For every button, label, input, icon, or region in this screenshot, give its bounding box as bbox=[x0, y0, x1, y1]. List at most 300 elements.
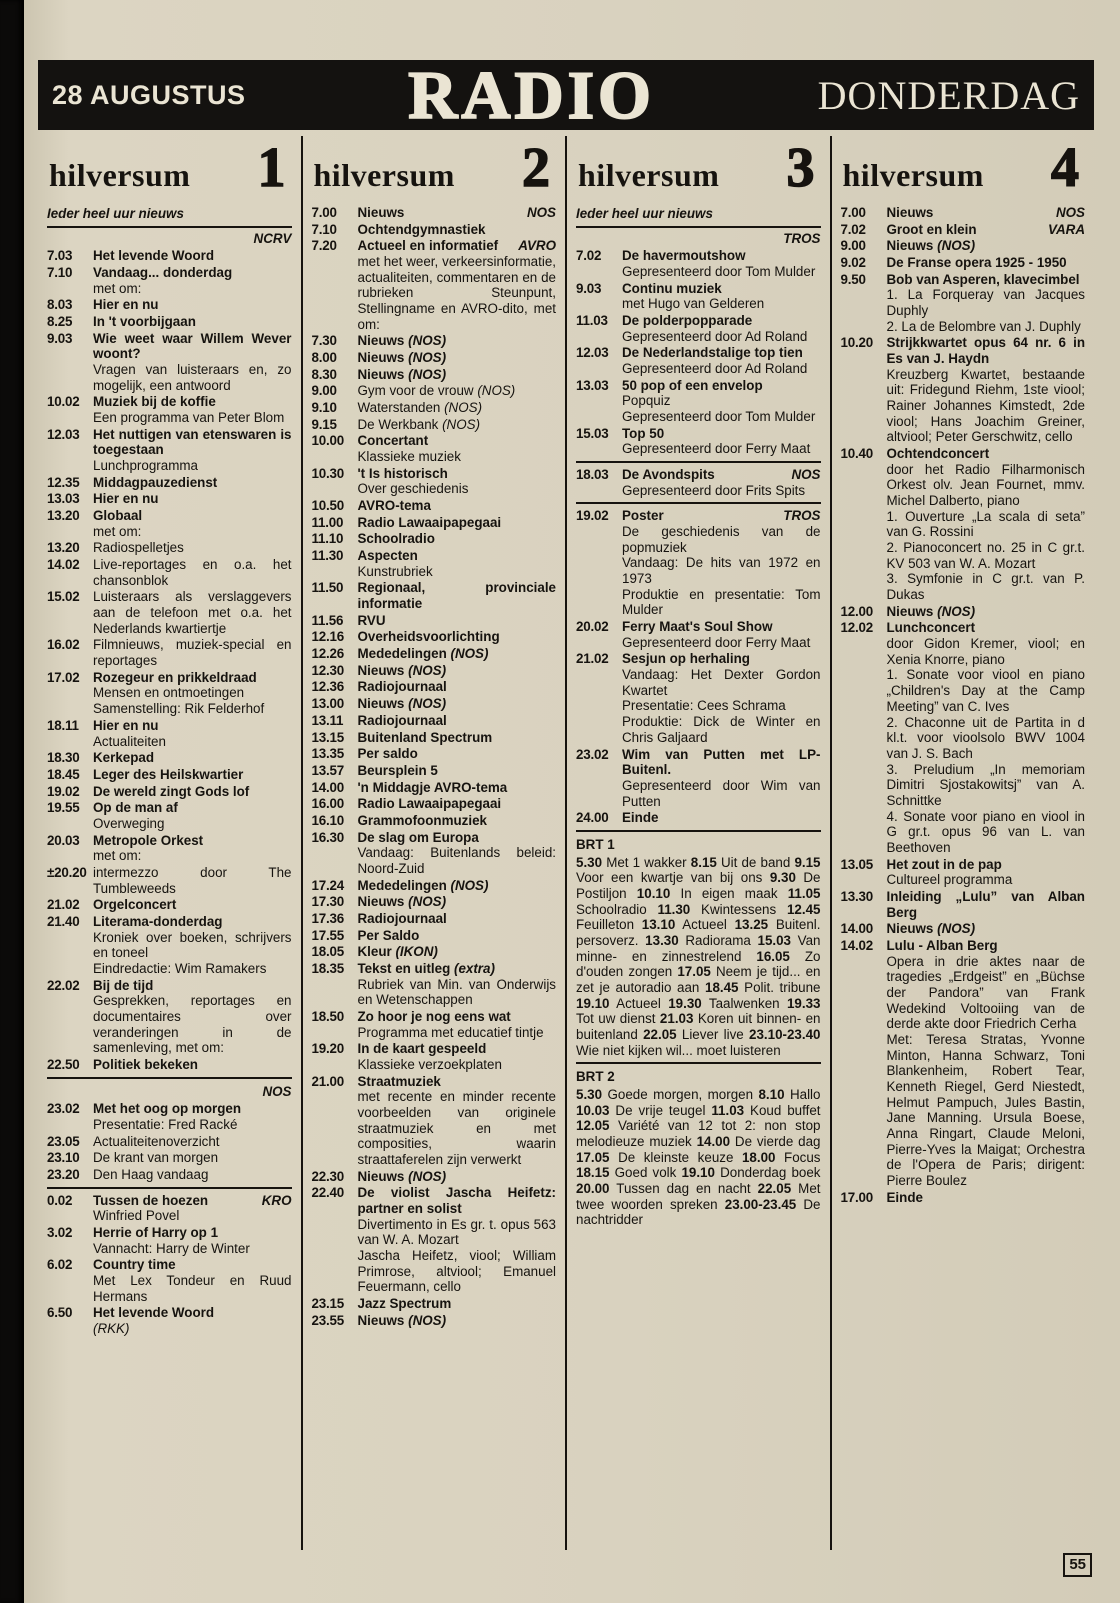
program-title: Nieuws (NOS) bbox=[357, 333, 447, 349]
program-title: Ochtendconcert bbox=[886, 446, 990, 462]
program-time: 23.05 bbox=[47, 1133, 80, 1149]
program-description: Met Lex Tondeur en Ruud Hermans bbox=[93, 1273, 292, 1304]
program-description: Actualiteiten bbox=[93, 733, 166, 749]
program-entry bbox=[312, 944, 557, 960]
program-time: 10.30 bbox=[311, 465, 345, 481]
program-entry bbox=[312, 1041, 557, 1072]
program-description: 1. Ouverture „La scala di seta” van G. Rossini bbox=[886, 508, 1085, 540]
program-body bbox=[93, 248, 292, 264]
program-title: Overheidsvoorlichting bbox=[357, 629, 500, 645]
program-time: 7.03 bbox=[47, 248, 73, 264]
program-time: 13.15 bbox=[311, 729, 345, 745]
program-time: 23.15 bbox=[311, 1296, 345, 1312]
program-entry bbox=[312, 238, 557, 332]
program-title: Rozegeur en prikkeldraad bbox=[93, 669, 257, 685]
program-description: 3. Preludium „In memoriam Dimitri Sjostakowitsj” van A. Schnittke bbox=[886, 761, 1085, 808]
program-body bbox=[358, 205, 557, 221]
broadcaster-tag: NOS bbox=[526, 205, 556, 220]
program-title: 50 pop of een envelop bbox=[622, 377, 763, 393]
program-entry bbox=[47, 1101, 292, 1132]
program-time: 11.00 bbox=[311, 514, 344, 530]
program-entry bbox=[47, 1150, 292, 1166]
program-description: met om: bbox=[93, 523, 142, 539]
program-body bbox=[358, 433, 557, 464]
program-title: Aspecten bbox=[357, 548, 418, 564]
broadcaster-tag: AVRO bbox=[518, 238, 556, 254]
program-entry bbox=[47, 508, 292, 539]
program-entry bbox=[312, 746, 557, 762]
program-entry bbox=[576, 248, 821, 279]
program-list bbox=[47, 204, 292, 1337]
masthead bbox=[38, 57, 1094, 133]
program-body bbox=[622, 508, 821, 618]
program-body bbox=[358, 961, 557, 1008]
program-entry bbox=[576, 426, 821, 457]
station-column-2 bbox=[301, 136, 566, 1550]
program-title: Bob van Asperen, klavecimbel bbox=[886, 271, 1080, 287]
program-entry bbox=[312, 417, 557, 433]
program-time: 6.50 bbox=[47, 1305, 73, 1321]
program-description: Klassieke verzoekplaten bbox=[357, 1056, 502, 1072]
program-time: 14.00 bbox=[311, 779, 345, 795]
program-body bbox=[887, 857, 1086, 888]
section-heading: BRT 2 bbox=[576, 1069, 615, 1085]
program-time: 7.00 bbox=[840, 205, 866, 220]
program-entry bbox=[47, 265, 292, 296]
program-time: 11.50 bbox=[311, 580, 344, 596]
program-body bbox=[93, 1257, 292, 1304]
program-entry bbox=[576, 345, 821, 376]
program-title: Beursplein 5 bbox=[357, 762, 438, 778]
program-time: 8.30 bbox=[311, 366, 337, 382]
program-entry bbox=[312, 830, 557, 877]
program-title: RVU bbox=[357, 612, 386, 628]
program-time: 18.03 bbox=[576, 467, 609, 483]
program-time: 19.55 bbox=[47, 800, 80, 816]
program-entry bbox=[47, 865, 292, 896]
program-body bbox=[887, 205, 1086, 221]
program-title: Schoolradio bbox=[357, 531, 435, 547]
program-entry bbox=[312, 205, 557, 221]
program-body bbox=[358, 222, 557, 238]
program-entry bbox=[841, 255, 1086, 271]
program-body bbox=[93, 314, 292, 330]
broadcaster-tag: NOS bbox=[1055, 205, 1085, 220]
program-time: 18.05 bbox=[311, 944, 345, 960]
program-time: 22.30 bbox=[311, 1168, 345, 1184]
program-time: 18.30 bbox=[47, 750, 80, 766]
program-entry bbox=[47, 767, 292, 783]
program-body bbox=[93, 1305, 292, 1336]
program-time: 21.40 bbox=[47, 913, 80, 929]
program-description: Over geschiedenis bbox=[357, 481, 469, 497]
program-description: Eindredactie: Wim Ramakers bbox=[93, 960, 267, 976]
program-time: 7.10 bbox=[311, 221, 337, 237]
program-description: (RKK) bbox=[93, 1321, 130, 1337]
program-description: met recente en minder recente voorbeelden van originele straatmuziek en met composities, waarin straattaferelen zijn verwerkt bbox=[357, 1089, 556, 1167]
program-description: Popquiz bbox=[622, 393, 671, 409]
station-header bbox=[576, 136, 821, 204]
program-title: Regionaal, provinciale informatie bbox=[357, 580, 556, 612]
program-body bbox=[93, 750, 292, 766]
program-title: Kerkepad bbox=[93, 750, 155, 766]
program-time: 21.00 bbox=[311, 1073, 345, 1089]
program-description: Gepresenteerd door Ad Roland bbox=[622, 328, 808, 344]
hourly-news-note: Ieder heel uur nieuws bbox=[576, 204, 821, 228]
divider-rule bbox=[47, 1187, 292, 1189]
program-entry bbox=[312, 1313, 557, 1329]
program-title: Muziek bij de koffie bbox=[93, 394, 216, 410]
program-entry bbox=[312, 433, 557, 464]
program-time: 19.20 bbox=[311, 1041, 345, 1057]
program-description: Cultureel programma bbox=[886, 872, 1013, 888]
program-description: met het weer, verkeersinformatie, actualiteiten, commentaren en de rubrieken Steunpunt, Stellingname en AVRO-dito, met om: bbox=[357, 254, 556, 332]
program-body bbox=[93, 589, 292, 636]
program-body bbox=[93, 1101, 292, 1132]
program-title: Actualiteitenoverzicht bbox=[93, 1133, 220, 1149]
program-time: 17.36 bbox=[311, 910, 345, 926]
program-time: 11.30 bbox=[311, 548, 344, 564]
program-entry bbox=[47, 540, 292, 556]
program-time: 9.00 bbox=[840, 238, 866, 254]
divider-rule bbox=[576, 461, 821, 463]
program-title: Country time bbox=[93, 1257, 176, 1273]
program-body bbox=[93, 865, 292, 896]
station-number: 2 bbox=[522, 137, 550, 199]
program-body bbox=[93, 1150, 292, 1166]
program-body bbox=[358, 367, 557, 383]
program-time: 17.30 bbox=[311, 894, 345, 910]
program-body bbox=[93, 265, 292, 296]
program-entry bbox=[47, 637, 292, 668]
program-description: 1. Sonate voor viool en piano „Children's Day at the Camp Meeting” van C. Ives bbox=[886, 667, 1085, 714]
program-title: In de kaart gespeeld bbox=[357, 1041, 487, 1057]
station-name: hilversum bbox=[842, 157, 984, 193]
broadcaster-tag: VARA bbox=[1048, 221, 1085, 237]
program-body bbox=[93, 508, 292, 539]
program-entry bbox=[47, 914, 292, 977]
program-body bbox=[93, 800, 292, 831]
broadcaster-tag: NOS bbox=[791, 467, 821, 483]
program-entry bbox=[47, 800, 292, 831]
program-body bbox=[93, 331, 292, 394]
program-entry bbox=[841, 938, 1086, 1189]
program-entry bbox=[312, 928, 557, 944]
program-entry bbox=[312, 730, 557, 746]
program-entry bbox=[47, 833, 292, 864]
program-entry bbox=[47, 670, 292, 717]
program-entry bbox=[47, 557, 292, 588]
program-entry bbox=[47, 1305, 292, 1336]
program-description: Jascha Heifetz, viool; William Primrose, altviool; Emanuel Feuermann, cello bbox=[357, 1248, 556, 1295]
program-time: 7.02 bbox=[576, 248, 602, 264]
program-entry bbox=[47, 1167, 292, 1183]
program-description: Lunchprogramma bbox=[93, 458, 198, 474]
program-list bbox=[312, 205, 557, 1328]
program-time: 13.05 bbox=[840, 856, 874, 872]
program-description: Kreuzberg Kwartet, bestaande uit: Fridegund Riehm, 1ste viool; Rainer Johannes Kimstedt, 2de viool; Hans Joachim Greiner, altviool; Peter Gerschwitz, cello bbox=[886, 366, 1085, 445]
program-title: Einde bbox=[886, 1189, 923, 1205]
program-time: 12.00 bbox=[840, 603, 874, 619]
station-number: 1 bbox=[257, 137, 286, 199]
program-body bbox=[93, 978, 292, 1056]
program-title: Jazz Spectrum bbox=[357, 1296, 452, 1312]
program-title: De slag om Europa bbox=[357, 829, 479, 845]
program-title: Nieuws (NOS) bbox=[357, 894, 447, 910]
program-body bbox=[622, 281, 821, 312]
program-body bbox=[887, 620, 1086, 855]
program-entry bbox=[312, 1009, 557, 1040]
radio-title: RADIO bbox=[408, 57, 655, 133]
page-number: 55 bbox=[1063, 1553, 1092, 1577]
program-body bbox=[93, 1193, 292, 1224]
program-entry bbox=[47, 1257, 292, 1304]
broadcaster-label: NCRV bbox=[253, 230, 292, 246]
program-title: Nieuws (NOS) bbox=[886, 238, 976, 254]
program-time: 0.02 bbox=[47, 1192, 73, 1208]
program-title: Mededelingen (NOS) bbox=[357, 646, 489, 662]
magazine-page bbox=[24, 0, 1120, 1603]
program-title: Nieuws (NOS) bbox=[886, 603, 976, 619]
program-body bbox=[93, 1057, 292, 1073]
program-body bbox=[622, 345, 821, 376]
program-description: Mensen en ontmoetingen bbox=[93, 685, 245, 701]
program-body bbox=[358, 646, 557, 662]
program-title: De wereld zingt Gods lof bbox=[93, 783, 250, 799]
program-title: Lunchconcert bbox=[886, 620, 976, 636]
program-time: 23.20 bbox=[47, 1166, 80, 1182]
program-entry bbox=[312, 813, 557, 829]
program-body bbox=[887, 604, 1086, 620]
program-title: Filmnieuws, muziek-special en reportages bbox=[93, 637, 292, 669]
program-entry bbox=[47, 475, 292, 491]
program-body bbox=[887, 335, 1086, 445]
program-body bbox=[358, 696, 557, 712]
program-body bbox=[358, 580, 557, 611]
program-entry bbox=[312, 894, 557, 910]
program-entry bbox=[312, 679, 557, 695]
program-description: met om: bbox=[93, 280, 142, 296]
program-title: Straatmuziek bbox=[357, 1073, 441, 1089]
program-title: Sesjun op herhaling bbox=[622, 651, 750, 667]
program-body bbox=[358, 400, 557, 416]
station-schedule-text: 5.30 Met 1 wakker 8.15 Uit de band 9.15 Voor een kwartje van bij ons 9.30 De Postiljon 10.10 In eigen maak 11.05 Schoolradio 11.30 Kwintessens 12.45 Feuilleton 13.10 Actueel 13.25 Buitenl. persoverz. 13.30 Radiorama 15.03 Van minne- en zinnestrelend 16.05 Zo d'ouden zongen 17.05 Neem je tijd... en zet je autoradio aan 18.45 Polit. tribune 19.10 Actueel 19.30 Taalwenken 19.33 Tot uw dienst 21.03 Koren uit binnen- en buitenland 22.05 Liever live 23.10-23.40 Wie niet kijken wil... moet luisteren bbox=[576, 854, 821, 1058]
program-entry bbox=[47, 897, 292, 913]
program-entry bbox=[312, 531, 557, 547]
program-entry bbox=[841, 222, 1086, 238]
program-title: Wie weet waar Willem Wever woont? bbox=[93, 330, 292, 362]
program-description: Vragen van luisteraars en, zo mogelijk, een antwoord bbox=[93, 362, 292, 393]
program-time: 11.56 bbox=[311, 612, 344, 628]
program-body bbox=[93, 833, 292, 864]
program-entry bbox=[576, 281, 821, 312]
program-title: Op de man af bbox=[93, 800, 178, 816]
program-body bbox=[358, 498, 557, 514]
program-title: 't Is historisch bbox=[357, 465, 448, 481]
program-time: 21.02 bbox=[576, 651, 609, 667]
program-body bbox=[358, 713, 557, 729]
program-description: Divertimento in Es gr. t. opus 563 van W. A. Mozart bbox=[357, 1216, 556, 1248]
program-description: 2. Chaconne uit de Partita in d kl.t. voor vioolsolo BWV 1004 van J. S. Bach bbox=[886, 714, 1085, 761]
program-time: 11.10 bbox=[311, 531, 344, 547]
program-body bbox=[358, 1074, 557, 1168]
program-title: AVRO Actueel en informatief bbox=[357, 238, 556, 254]
program-list bbox=[576, 204, 821, 1228]
program-title: De krant van morgen bbox=[93, 1150, 219, 1166]
program-title: Live-reportages en o.a. het chansonblok bbox=[93, 557, 292, 588]
program-entry bbox=[312, 763, 557, 779]
station-name: hilversum bbox=[313, 157, 455, 193]
program-description: Produktie en presentatie: Tom Mulder bbox=[622, 586, 821, 618]
program-description: 3. Symfonie in C gr.t. van P. Dukas bbox=[886, 571, 1085, 603]
program-time: 9.00 bbox=[311, 383, 337, 399]
program-title: Concertant bbox=[357, 433, 429, 449]
program-time: 3.02 bbox=[47, 1224, 73, 1240]
program-time: 15.02 bbox=[47, 589, 80, 605]
program-body bbox=[358, 1169, 557, 1185]
program-body bbox=[93, 297, 292, 313]
program-title: Buitenland Spectrum bbox=[357, 729, 493, 745]
program-time: 12.02 bbox=[840, 620, 874, 636]
broadcaster-label: NOS bbox=[262, 1083, 292, 1099]
program-body bbox=[93, 1167, 292, 1183]
program-time: 16.10 bbox=[311, 812, 345, 828]
program-title: TROS Poster bbox=[622, 508, 821, 524]
program-title: Radio Lawaaipapegaai bbox=[357, 796, 502, 812]
program-title: Nieuws (NOS) bbox=[357, 1168, 447, 1184]
program-time: 9.50 bbox=[840, 271, 866, 287]
program-description: Gepresenteerd door Ad Roland bbox=[622, 361, 808, 377]
program-body bbox=[622, 248, 821, 279]
program-entry bbox=[841, 335, 1086, 445]
program-time: 17.24 bbox=[311, 877, 345, 893]
station-name: hilversum bbox=[578, 157, 720, 193]
program-body bbox=[93, 540, 292, 556]
program-entry bbox=[47, 589, 292, 636]
program-body bbox=[358, 417, 557, 433]
program-title: In 't voorbijgaan bbox=[93, 314, 196, 330]
program-body bbox=[887, 446, 1086, 603]
program-title: Nieuws (NOS) bbox=[886, 921, 976, 937]
program-time: 19.02 bbox=[576, 508, 609, 524]
program-entry bbox=[47, 718, 292, 749]
program-entry bbox=[576, 619, 821, 650]
program-body bbox=[887, 272, 1086, 335]
program-description: Gepresenteerd door Tom Mulder bbox=[622, 264, 816, 280]
program-body bbox=[622, 619, 821, 650]
program-time: 16.00 bbox=[311, 796, 345, 812]
program-time: 14.02 bbox=[840, 937, 874, 953]
program-time: 17.55 bbox=[311, 927, 345, 943]
program-entry bbox=[312, 646, 557, 662]
program-entry bbox=[312, 383, 557, 399]
program-time: 12.03 bbox=[47, 426, 80, 442]
program-body bbox=[93, 1225, 292, 1256]
program-entry bbox=[576, 508, 821, 618]
station-header bbox=[841, 136, 1086, 204]
program-entry bbox=[312, 780, 557, 796]
section-heading: BRT 1 bbox=[576, 836, 615, 852]
program-body bbox=[93, 491, 292, 507]
program-body bbox=[358, 663, 557, 679]
program-time: 22.50 bbox=[47, 1056, 80, 1072]
program-entry bbox=[312, 696, 557, 712]
program-time: 8.03 bbox=[47, 297, 73, 313]
program-entry bbox=[47, 1225, 292, 1256]
program-body bbox=[358, 1296, 557, 1312]
program-title: Top 50 bbox=[622, 425, 665, 441]
program-description: Kunstrubriek bbox=[357, 563, 433, 579]
program-entry bbox=[312, 878, 557, 894]
program-time: 18.50 bbox=[311, 1008, 345, 1024]
program-time: 13.20 bbox=[47, 540, 80, 556]
station-column-4 bbox=[830, 136, 1095, 1550]
program-entry bbox=[312, 613, 557, 629]
program-description: Produktie: Dick de Winter en Chris Galjaard bbox=[622, 714, 821, 745]
station-column-3 bbox=[565, 136, 830, 1550]
program-entry bbox=[47, 297, 292, 313]
divider-rule bbox=[576, 502, 821, 504]
program-time: 23.10 bbox=[47, 1150, 80, 1166]
program-list bbox=[841, 205, 1086, 1205]
program-time: 10.00 bbox=[311, 433, 345, 449]
program-time: 18.11 bbox=[47, 717, 79, 733]
program-title: Lulu - Alban Berg bbox=[886, 937, 998, 953]
program-entry bbox=[312, 498, 557, 514]
program-entry bbox=[576, 313, 821, 344]
program-title: Nieuws (NOS) bbox=[357, 366, 447, 382]
program-title: Radio Lawaaipapegaai bbox=[357, 514, 502, 530]
program-body bbox=[358, 613, 557, 629]
scan-binding-edge bbox=[0, 0, 24, 1603]
program-body bbox=[358, 515, 557, 531]
divider-rule bbox=[576, 830, 821, 832]
program-description: 4. Sonate voor piano en viool in G gr.t. opus 96 van L. van Beethoven bbox=[886, 808, 1085, 855]
program-description: Met: Teresa Stratas, Yvonne Minton, Hanna Schwarz, Toni Blankenheim, Robert Tear, Kenneth Riegel, Gerd Niestedt, Helmut Pampuch, Jules Bastin, Jane Manning. Ursula Boese, Anna Ringart, Claude Meloni, Pierre-Yves la Maigat; Orchestra de l'Opera de Paris; dirigent: Pierre Boulez bbox=[886, 1031, 1085, 1188]
program-entry bbox=[841, 620, 1086, 855]
program-time: 9.03 bbox=[576, 280, 602, 296]
program-title: Politiek bekeken bbox=[93, 1056, 198, 1072]
program-time: 8.25 bbox=[47, 314, 73, 330]
program-entry bbox=[312, 911, 557, 927]
program-description: Gepresenteerd door Wim van Putten bbox=[622, 777, 821, 809]
program-title: intermezzo door The Tumbleweeds bbox=[93, 864, 292, 896]
program-title: Hier en nu bbox=[93, 491, 159, 507]
program-description: Programma met educatief tintje bbox=[357, 1024, 544, 1040]
station-name: hilversum bbox=[49, 157, 191, 193]
program-time: 12.16 bbox=[311, 629, 345, 645]
program-time: 20.03 bbox=[47, 832, 80, 848]
program-body bbox=[887, 921, 1086, 937]
program-title: Het levende Woord bbox=[93, 248, 215, 264]
program-time: 23.02 bbox=[47, 1101, 80, 1117]
program-time: 20.02 bbox=[576, 619, 609, 635]
program-body bbox=[93, 427, 292, 474]
program-entry bbox=[576, 810, 821, 826]
program-entry bbox=[576, 467, 821, 498]
program-title: Den Haag vandaag bbox=[93, 1166, 209, 1182]
program-entry bbox=[47, 1134, 292, 1150]
program-title: Mededelingen (NOS) bbox=[357, 877, 489, 893]
program-body bbox=[358, 1009, 557, 1040]
program-time: 6.02 bbox=[47, 1257, 73, 1273]
program-body bbox=[358, 238, 557, 332]
program-entry bbox=[47, 784, 292, 800]
program-title: De havermoutshow bbox=[622, 248, 746, 264]
program-body bbox=[93, 767, 292, 783]
program-time: 8.00 bbox=[311, 350, 337, 366]
program-body bbox=[358, 383, 557, 399]
